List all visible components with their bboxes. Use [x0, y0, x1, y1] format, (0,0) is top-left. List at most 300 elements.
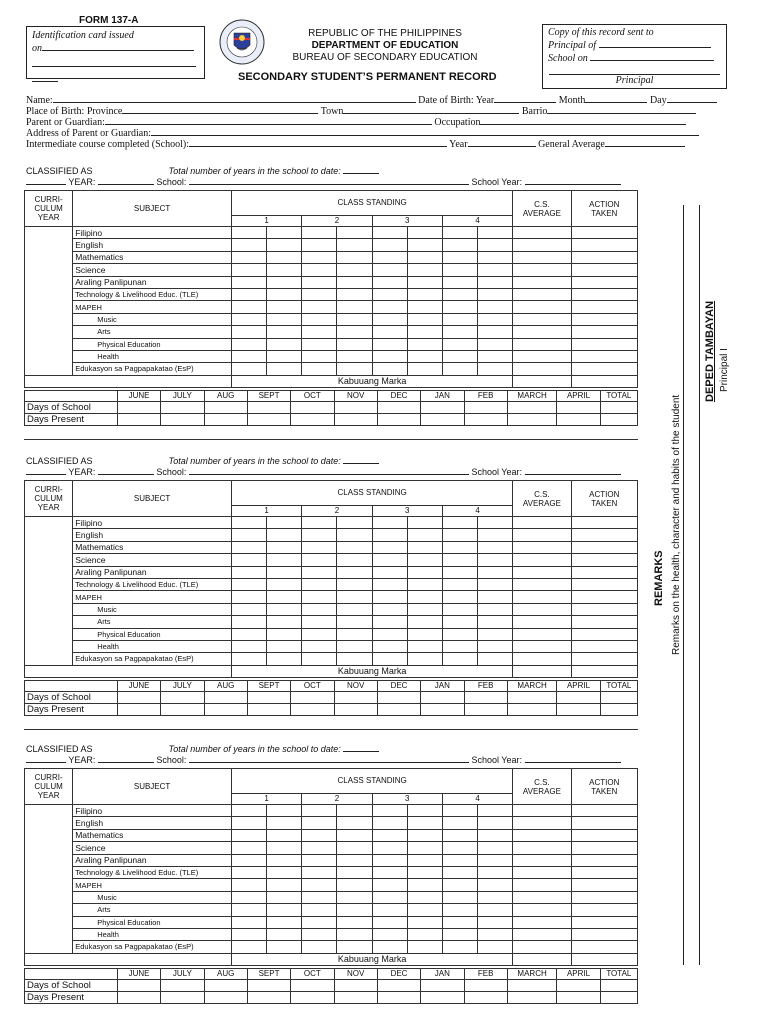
- grade-cell[interactable]: [372, 842, 407, 854]
- grade-cell[interactable]: [337, 628, 372, 640]
- grade-cell[interactable]: [267, 276, 302, 288]
- curriculum-year-cell[interactable]: [25, 554, 73, 566]
- grade-cell[interactable]: [231, 842, 266, 854]
- curriculum-year-cell[interactable]: [25, 363, 73, 375]
- grade-cell[interactable]: [231, 251, 266, 263]
- grade-cell[interactable]: [337, 541, 372, 553]
- attendance-cell[interactable]: [204, 401, 247, 413]
- grade-cell[interactable]: [571, 616, 637, 628]
- curriculum-year-cell[interactable]: [25, 640, 73, 652]
- grade-cell[interactable]: [513, 916, 571, 928]
- grade-cell[interactable]: [372, 578, 407, 590]
- grade-cell[interactable]: [478, 264, 513, 276]
- attendance-cell[interactable]: [507, 691, 557, 703]
- grade-cell[interactable]: [478, 879, 513, 891]
- grade-cell[interactable]: [372, 591, 407, 603]
- grade-cell[interactable]: [407, 276, 442, 288]
- grade-cell[interactable]: [571, 301, 637, 313]
- grade-cell[interactable]: [302, 350, 337, 362]
- grade-cell[interactable]: [267, 301, 302, 313]
- grade-cell[interactable]: [372, 653, 407, 665]
- grade-cell[interactable]: [231, 541, 266, 553]
- grade-cell[interactable]: [571, 603, 637, 615]
- grade-cell[interactable]: [478, 350, 513, 362]
- grade-cell[interactable]: [442, 904, 477, 916]
- grade-cell[interactable]: [337, 251, 372, 263]
- attendance-cell[interactable]: [377, 413, 420, 425]
- grade-cell[interactable]: [478, 578, 513, 590]
- grade-cell[interactable]: [407, 264, 442, 276]
- attendance-cell[interactable]: [507, 703, 557, 715]
- total-years-field[interactable]: [343, 455, 379, 464]
- attendance-cell[interactable]: [377, 401, 420, 413]
- attendance-cell[interactable]: [247, 401, 290, 413]
- grade-cell[interactable]: [231, 916, 266, 928]
- classified-field[interactable]: [26, 754, 66, 763]
- grade-cell[interactable]: [267, 603, 302, 615]
- grade-cell[interactable]: [231, 326, 266, 338]
- attendance-cell[interactable]: [600, 413, 637, 425]
- attendance-cell[interactable]: [291, 991, 334, 1003]
- grade-cell[interactable]: [442, 805, 477, 817]
- grade-cell[interactable]: [302, 904, 337, 916]
- attendance-cell[interactable]: [161, 703, 204, 715]
- school-on-line[interactable]: [590, 52, 714, 61]
- grade-cell[interactable]: [442, 350, 477, 362]
- year-field[interactable]: [98, 754, 154, 763]
- grade-cell[interactable]: [513, 928, 571, 940]
- grade-cell[interactable]: [571, 554, 637, 566]
- grade-cell[interactable]: [267, 566, 302, 578]
- grade-cell[interactable]: [407, 928, 442, 940]
- grade-cell[interactable]: [478, 288, 513, 300]
- grade-cell[interactable]: [267, 916, 302, 928]
- grade-cell[interactable]: [302, 529, 337, 541]
- grade-cell[interactable]: [372, 350, 407, 362]
- attendance-cell[interactable]: [247, 979, 290, 991]
- grade-cell[interactable]: [513, 227, 571, 239]
- grade-cell[interactable]: [442, 817, 477, 829]
- grade-cell[interactable]: [571, 288, 637, 300]
- attendance-cell[interactable]: [421, 413, 464, 425]
- grade-cell[interactable]: [571, 928, 637, 940]
- grade-cell[interactable]: [571, 578, 637, 590]
- attendance-cell[interactable]: [334, 413, 377, 425]
- grade-cell[interactable]: [302, 928, 337, 940]
- grade-cell[interactable]: [267, 529, 302, 541]
- grade-cell[interactable]: [231, 628, 266, 640]
- grade-cell[interactable]: [302, 578, 337, 590]
- curriculum-year-cell[interactable]: [25, 916, 73, 928]
- grade-cell[interactable]: [442, 288, 477, 300]
- grade-cell[interactable]: [267, 251, 302, 263]
- grade-cell[interactable]: [571, 313, 637, 325]
- grade-cell[interactable]: [302, 941, 337, 953]
- grade-cell[interactable]: [372, 517, 407, 529]
- grade-cell[interactable]: [407, 941, 442, 953]
- grade-cell[interactable]: [513, 326, 571, 338]
- grade-cell[interactable]: [513, 879, 571, 891]
- grade-cell[interactable]: [513, 529, 571, 541]
- attendance-cell[interactable]: [161, 979, 204, 991]
- grade-cell[interactable]: [478, 591, 513, 603]
- curriculum-year-cell[interactable]: [25, 805, 73, 817]
- grade-cell[interactable]: [302, 916, 337, 928]
- grade-cell[interactable]: [571, 640, 637, 652]
- dob-month-field[interactable]: [585, 94, 647, 103]
- attendance-cell[interactable]: [464, 401, 507, 413]
- attendance-cell[interactable]: [204, 413, 247, 425]
- grade-cell[interactable]: [302, 313, 337, 325]
- grade-cell[interactable]: [267, 541, 302, 553]
- grade-cell[interactable]: [337, 904, 372, 916]
- grade-cell[interactable]: [442, 653, 477, 665]
- attendance-cell[interactable]: [117, 401, 160, 413]
- curriculum-year-cell[interactable]: [25, 854, 73, 866]
- grade-cell[interactable]: [442, 301, 477, 313]
- attendance-cell[interactable]: [377, 991, 420, 1003]
- curriculum-year-cell[interactable]: [25, 891, 73, 903]
- attendance-cell[interactable]: [334, 401, 377, 413]
- grade-cell[interactable]: [478, 541, 513, 553]
- grade-cell[interactable]: [372, 264, 407, 276]
- province-field[interactable]: [122, 105, 318, 114]
- grade-cell[interactable]: [337, 891, 372, 903]
- grade-cell[interactable]: [267, 239, 302, 251]
- grade-cell[interactable]: [513, 829, 571, 841]
- intermediate-field[interactable]: [189, 138, 447, 147]
- grade-cell[interactable]: [337, 301, 372, 313]
- attendance-cell[interactable]: [421, 691, 464, 703]
- grade-cell[interactable]: [407, 904, 442, 916]
- grade-cell[interactable]: [302, 653, 337, 665]
- grade-cell[interactable]: [372, 541, 407, 553]
- grade-cell[interactable]: [478, 251, 513, 263]
- grade-cell[interactable]: [571, 251, 637, 263]
- grade-cell[interactable]: [337, 640, 372, 652]
- school-year-field[interactable]: [525, 176, 621, 185]
- id-card-date-line[interactable]: [42, 42, 194, 51]
- curriculum-year-cell[interactable]: [25, 829, 73, 841]
- grade-cell[interactable]: [267, 891, 302, 903]
- grade-cell[interactable]: [231, 363, 266, 375]
- grade-cell[interactable]: [513, 941, 571, 953]
- grade-cell[interactable]: [442, 928, 477, 940]
- grade-cell[interactable]: [407, 566, 442, 578]
- curriculum-year-cell[interactable]: [25, 301, 73, 313]
- name-field[interactable]: [53, 94, 416, 103]
- grade-cell[interactable]: [231, 817, 266, 829]
- grade-cell[interactable]: [478, 653, 513, 665]
- curriculum-year-cell[interactable]: [25, 288, 73, 300]
- grade-cell[interactable]: [267, 628, 302, 640]
- attendance-cell[interactable]: [464, 691, 507, 703]
- grade-cell[interactable]: [571, 842, 637, 854]
- grade-cell[interactable]: [442, 866, 477, 878]
- grade-cell[interactable]: [372, 928, 407, 940]
- grade-cell[interactable]: [231, 578, 266, 590]
- grade-cell[interactable]: [267, 879, 302, 891]
- grade-cell[interactable]: [478, 904, 513, 916]
- kabuuang-action-cell[interactable]: [571, 953, 637, 965]
- grade-cell[interactable]: [231, 591, 266, 603]
- attendance-cell[interactable]: [247, 691, 290, 703]
- grade-cell[interactable]: [302, 879, 337, 891]
- grade-cell[interactable]: [513, 653, 571, 665]
- grade-cell[interactable]: [407, 227, 442, 239]
- grade-cell[interactable]: [337, 916, 372, 928]
- attendance-cell[interactable]: [247, 703, 290, 715]
- grade-cell[interactable]: [372, 251, 407, 263]
- grade-cell[interactable]: [442, 854, 477, 866]
- curriculum-year-cell[interactable]: [25, 879, 73, 891]
- grade-cell[interactable]: [231, 276, 266, 288]
- attendance-cell[interactable]: [204, 979, 247, 991]
- curriculum-year-cell[interactable]: [25, 866, 73, 878]
- grade-cell[interactable]: [231, 239, 266, 251]
- grade-cell[interactable]: [372, 941, 407, 953]
- dob-year-field[interactable]: [494, 94, 556, 103]
- curriculum-year-cell[interactable]: [25, 578, 73, 590]
- grade-cell[interactable]: [267, 616, 302, 628]
- grade-cell[interactable]: [231, 227, 266, 239]
- attendance-cell[interactable]: [507, 413, 557, 425]
- grade-cell[interactable]: [231, 350, 266, 362]
- grade-cell[interactable]: [478, 640, 513, 652]
- grade-cell[interactable]: [337, 591, 372, 603]
- grade-cell[interactable]: [571, 904, 637, 916]
- grade-cell[interactable]: [372, 916, 407, 928]
- grade-cell[interactable]: [267, 227, 302, 239]
- grade-cell[interactable]: [372, 288, 407, 300]
- grade-cell[interactable]: [571, 916, 637, 928]
- grade-cell[interactable]: [267, 288, 302, 300]
- grade-cell[interactable]: [231, 554, 266, 566]
- grade-cell[interactable]: [442, 578, 477, 590]
- grade-cell[interactable]: [407, 517, 442, 529]
- grade-cell[interactable]: [372, 363, 407, 375]
- grade-cell[interactable]: [407, 891, 442, 903]
- grade-cell[interactable]: [513, 313, 571, 325]
- grade-cell[interactable]: [571, 326, 637, 338]
- curriculum-year-cell[interactable]: [25, 541, 73, 553]
- grade-cell[interactable]: [407, 879, 442, 891]
- attendance-cell[interactable]: [600, 401, 637, 413]
- curriculum-year-cell[interactable]: [25, 239, 73, 251]
- grade-cell[interactable]: [337, 603, 372, 615]
- grade-cell[interactable]: [442, 363, 477, 375]
- attendance-cell[interactable]: [557, 401, 600, 413]
- grade-cell[interactable]: [267, 854, 302, 866]
- curriculum-year-cell[interactable]: [25, 603, 73, 615]
- curriculum-year-cell[interactable]: [25, 904, 73, 916]
- grade-cell[interactable]: [442, 879, 477, 891]
- attendance-cell[interactable]: [204, 703, 247, 715]
- attendance-cell[interactable]: [557, 979, 600, 991]
- curriculum-year-cell[interactable]: [25, 628, 73, 640]
- grade-cell[interactable]: [407, 805, 442, 817]
- grade-cell[interactable]: [302, 251, 337, 263]
- grade-cell[interactable]: [571, 817, 637, 829]
- grade-cell[interactable]: [513, 817, 571, 829]
- grade-cell[interactable]: [513, 904, 571, 916]
- kabuuang-average-cell[interactable]: [513, 375, 571, 387]
- grade-cell[interactable]: [267, 842, 302, 854]
- grade-cell[interactable]: [302, 227, 337, 239]
- curriculum-year-cell[interactable]: [25, 817, 73, 829]
- grade-cell[interactable]: [302, 805, 337, 817]
- grade-cell[interactable]: [337, 578, 372, 590]
- curriculum-year-cell[interactable]: [25, 276, 73, 288]
- grade-cell[interactable]: [372, 854, 407, 866]
- grade-cell[interactable]: [302, 616, 337, 628]
- curriculum-year-cell[interactable]: [25, 529, 73, 541]
- grade-cell[interactable]: [302, 566, 337, 578]
- school-field[interactable]: [189, 754, 469, 763]
- year-field[interactable]: [98, 176, 154, 185]
- grade-cell[interactable]: [442, 640, 477, 652]
- grade-cell[interactable]: [478, 227, 513, 239]
- grade-cell[interactable]: [302, 854, 337, 866]
- grade-cell[interactable]: [571, 829, 637, 841]
- grade-cell[interactable]: [513, 276, 571, 288]
- grade-cell[interactable]: [571, 529, 637, 541]
- grade-cell[interactable]: [513, 301, 571, 313]
- grade-cell[interactable]: [478, 363, 513, 375]
- attendance-cell[interactable]: [161, 691, 204, 703]
- grade-cell[interactable]: [478, 916, 513, 928]
- grade-cell[interactable]: [407, 363, 442, 375]
- grade-cell[interactable]: [407, 591, 442, 603]
- grade-cell[interactable]: [442, 313, 477, 325]
- attendance-cell[interactable]: [600, 979, 637, 991]
- dob-day-field[interactable]: [667, 94, 717, 103]
- grade-cell[interactable]: [407, 326, 442, 338]
- barrio-field[interactable]: [547, 105, 696, 114]
- grade-cell[interactable]: [337, 653, 372, 665]
- attendance-cell[interactable]: [117, 413, 160, 425]
- grade-cell[interactable]: [267, 338, 302, 350]
- grade-cell[interactable]: [302, 363, 337, 375]
- grade-cell[interactable]: [513, 338, 571, 350]
- grade-cell[interactable]: [337, 350, 372, 362]
- attendance-cell[interactable]: [334, 691, 377, 703]
- grade-cell[interactable]: [513, 288, 571, 300]
- grade-cell[interactable]: [231, 616, 266, 628]
- grade-cell[interactable]: [407, 554, 442, 566]
- grade-cell[interactable]: [231, 891, 266, 903]
- grade-cell[interactable]: [407, 628, 442, 640]
- school-field[interactable]: [189, 466, 469, 475]
- attendance-cell[interactable]: [204, 691, 247, 703]
- grade-cell[interactable]: [302, 554, 337, 566]
- kabuuang-action-cell[interactable]: [571, 665, 637, 677]
- grade-cell[interactable]: [442, 529, 477, 541]
- grade-cell[interactable]: [302, 264, 337, 276]
- curriculum-year-cell[interactable]: [25, 616, 73, 628]
- grade-cell[interactable]: [442, 891, 477, 903]
- grade-cell[interactable]: [267, 817, 302, 829]
- attendance-cell[interactable]: [247, 413, 290, 425]
- grade-cell[interactable]: [302, 288, 337, 300]
- grade-cell[interactable]: [513, 640, 571, 652]
- attendance-cell[interactable]: [507, 979, 557, 991]
- grade-cell[interactable]: [337, 227, 372, 239]
- general-average-field[interactable]: [605, 138, 685, 147]
- grade-cell[interactable]: [442, 326, 477, 338]
- grade-cell[interactable]: [267, 326, 302, 338]
- attendance-cell[interactable]: [421, 703, 464, 715]
- grade-cell[interactable]: [571, 264, 637, 276]
- curriculum-year-cell[interactable]: [25, 338, 73, 350]
- grade-cell[interactable]: [337, 928, 372, 940]
- grade-cell[interactable]: [372, 603, 407, 615]
- grade-cell[interactable]: [478, 276, 513, 288]
- grade-cell[interactable]: [407, 866, 442, 878]
- attendance-cell[interactable]: [377, 691, 420, 703]
- grade-cell[interactable]: [407, 578, 442, 590]
- grade-cell[interactable]: [513, 239, 571, 251]
- attendance-cell[interactable]: [291, 401, 334, 413]
- grade-cell[interactable]: [442, 251, 477, 263]
- grade-cell[interactable]: [478, 854, 513, 866]
- grade-cell[interactable]: [302, 817, 337, 829]
- attendance-cell[interactable]: [557, 691, 600, 703]
- grade-cell[interactable]: [407, 350, 442, 362]
- grade-cell[interactable]: [478, 239, 513, 251]
- grade-cell[interactable]: [267, 904, 302, 916]
- grade-cell[interactable]: [571, 653, 637, 665]
- grade-cell[interactable]: [478, 566, 513, 578]
- grade-cell[interactable]: [407, 313, 442, 325]
- grade-cell[interactable]: [372, 879, 407, 891]
- attendance-cell[interactable]: [334, 979, 377, 991]
- attendance-cell[interactable]: [600, 703, 637, 715]
- grade-cell[interactable]: [231, 928, 266, 940]
- attendance-cell[interactable]: [204, 991, 247, 1003]
- attendance-cell[interactable]: [464, 991, 507, 1003]
- grade-cell[interactable]: [513, 891, 571, 903]
- attendance-cell[interactable]: [377, 703, 420, 715]
- grade-cell[interactable]: [372, 313, 407, 325]
- grade-cell[interactable]: [372, 904, 407, 916]
- grade-cell[interactable]: [571, 363, 637, 375]
- grade-cell[interactable]: [337, 866, 372, 878]
- grade-cell[interactable]: [513, 251, 571, 263]
- curriculum-year-cell[interactable]: [25, 941, 73, 953]
- grade-cell[interactable]: [442, 628, 477, 640]
- grade-cell[interactable]: [442, 842, 477, 854]
- grade-cell[interactable]: [231, 301, 266, 313]
- grade-cell[interactable]: [407, 854, 442, 866]
- attendance-cell[interactable]: [291, 413, 334, 425]
- grade-cell[interactable]: [513, 264, 571, 276]
- attendance-cell[interactable]: [600, 991, 637, 1003]
- attendance-cell[interactable]: [557, 413, 600, 425]
- grade-cell[interactable]: [513, 842, 571, 854]
- grade-cell[interactable]: [513, 578, 571, 590]
- grade-cell[interactable]: [267, 264, 302, 276]
- grade-cell[interactable]: [442, 566, 477, 578]
- grade-cell[interactable]: [372, 338, 407, 350]
- grade-cell[interactable]: [478, 616, 513, 628]
- grade-cell[interactable]: [302, 326, 337, 338]
- grade-cell[interactable]: [442, 239, 477, 251]
- curriculum-year-cell[interactable]: [25, 591, 73, 603]
- grade-cell[interactable]: [571, 350, 637, 362]
- grade-cell[interactable]: [231, 854, 266, 866]
- attendance-cell[interactable]: [557, 991, 600, 1003]
